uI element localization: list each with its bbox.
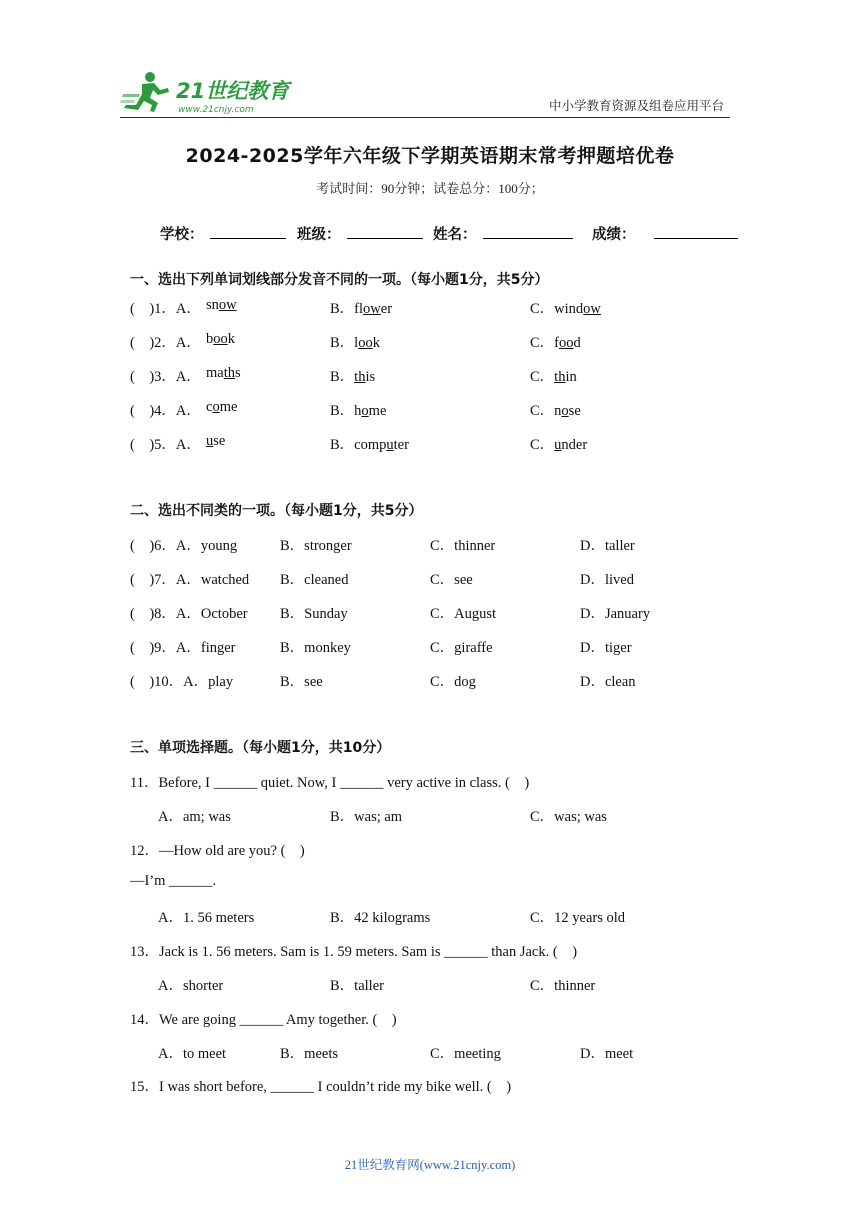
section-2-heading: 二、选出不同类的一项。（每小题1分，共5分） (130, 503, 423, 519)
platform-name: 中小学教育资源及组卷应用平台 (549, 99, 725, 113)
option-a: book (206, 331, 235, 347)
option-b: B．cleaned (280, 572, 349, 588)
question-number: ( )4．A． (130, 403, 201, 419)
score-blank[interactable] (654, 224, 738, 239)
question-15: 15．I was short before, ______ I couldn’t ride my bike well. ( ) (130, 1079, 512, 1095)
question-a: ( )9．A．finger (130, 640, 236, 656)
option-c: C．food (530, 335, 581, 351)
option-d: D．lived (580, 572, 634, 588)
option-c: C．dog (430, 674, 476, 690)
option-a: come (206, 399, 238, 415)
option-b: B．was; am (330, 809, 403, 825)
site-logo (120, 68, 300, 116)
question-number: ( )2．A． (130, 335, 201, 351)
question-12-line-2: —I’m ______. (130, 873, 217, 889)
option-d: D．January (580, 606, 651, 622)
option-c: C．August (430, 606, 497, 622)
option-b: B．flower (330, 301, 393, 317)
name-blank[interactable] (483, 224, 573, 239)
school-label: 学校： (160, 227, 204, 243)
school-blank[interactable] (210, 224, 286, 239)
name-label: 姓名： (433, 227, 477, 243)
option-b: B．monkey (280, 640, 351, 656)
option-b: B．look (330, 335, 380, 351)
option-b: B．see (280, 674, 323, 690)
option-a: A．shorter (158, 978, 224, 994)
score-label: 成绩： (592, 227, 636, 243)
option-a: maths (206, 365, 241, 381)
option-a: A．1. 56 meters (158, 910, 255, 926)
question-13: 13．Jack is 1. 56 meters. Sam is 1. 59 meters. Sam is ______ than Jack. ( ) (130, 944, 578, 960)
option-a: snow (206, 297, 237, 313)
option-d: D．clean (580, 674, 636, 690)
logo-text: 21世纪教育 (176, 79, 290, 103)
option-a: A．am; was (158, 809, 231, 825)
question-a: ( )7．A．watched (130, 572, 250, 588)
option-b: B．this (330, 369, 376, 385)
option-b: B．meets (280, 1046, 338, 1062)
option-a: use (206, 433, 226, 449)
option-b: B．taller (330, 978, 384, 994)
option-c: C．thinner (430, 538, 496, 554)
option-c: C．thin (530, 369, 577, 385)
question-14: 14．We are going ______ Amy together. ( ) (130, 1012, 397, 1028)
option-d: D．tiger (580, 640, 632, 656)
footer-link[interactable]: 21世纪教育网(www.21cnjy.com) (344, 1158, 516, 1172)
option-b: B．Sunday (280, 606, 348, 622)
option-c: C．giraffe (430, 640, 493, 656)
option-c: C．thinner (530, 978, 596, 994)
option-c: C．window (530, 301, 601, 317)
class-blank[interactable] (347, 224, 423, 239)
option-c: C．was; was (530, 809, 607, 825)
class-label: 班级： (297, 227, 341, 243)
section-3-heading: 三、单项选择题。（每小题1分，共10分） (130, 740, 391, 756)
page-title: 2024-2025学年六年级下学期英语期末常考押题培优卷 (185, 145, 675, 167)
school-field (160, 223, 286, 244)
option-b: B．home (330, 403, 387, 419)
score-field (592, 223, 738, 244)
option-c: C．under (530, 437, 588, 453)
option-c: C．12 years old (530, 910, 626, 926)
question-12: 12．—How old are you? ( ) (130, 843, 305, 859)
exam-info: 考试时间：90分钟；试卷总分：100分； (316, 181, 544, 196)
question-a: ( )6．A．young (130, 538, 238, 554)
question-11: 11．Before, I ______ quiet. Now, I ______ very active in class. ( ) (130, 775, 530, 791)
option-d: D．meet (580, 1046, 634, 1062)
header-divider (120, 117, 730, 118)
option-c: C．nose (530, 403, 581, 419)
question-a: ( )10．A．play (130, 674, 234, 690)
question-a: ( )8．A．October (130, 606, 248, 622)
question-number: ( )1．A． (130, 301, 201, 317)
option-b: B．42 kilograms (330, 910, 431, 926)
option-c: C．see (430, 572, 473, 588)
section-1-heading: 一、选出下列单词划线部分发音不同的一项。（每小题1分，共5分） (130, 272, 549, 288)
name-field (433, 223, 573, 244)
option-a: A．to meet (158, 1046, 227, 1062)
option-b: B．computer (330, 437, 409, 453)
question-number: ( )5．A． (130, 437, 201, 453)
option-c: C．meeting (430, 1046, 501, 1062)
option-b: B．stronger (280, 538, 352, 554)
option-d: D．taller (580, 538, 635, 554)
logo-url: www.21cnjy.com (178, 105, 254, 115)
class-field (297, 223, 423, 244)
question-number: ( )3．A． (130, 369, 201, 385)
